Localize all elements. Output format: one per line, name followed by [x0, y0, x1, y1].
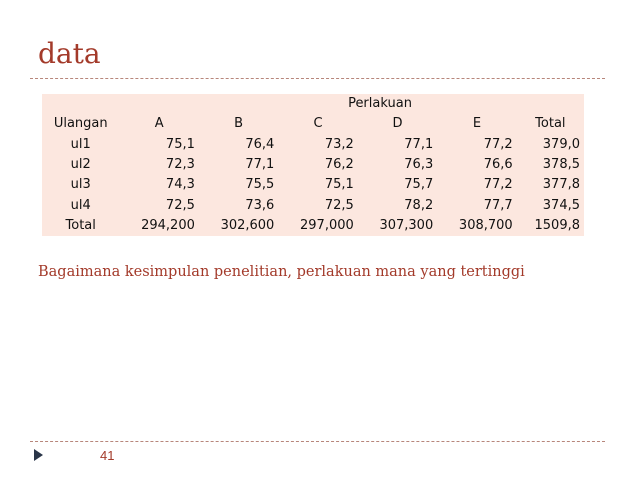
table-cell-total: 1509,8	[534, 217, 580, 233]
row-label: ul4	[70, 197, 91, 213]
bottom-divider	[30, 441, 605, 442]
table-cell: 76,3	[404, 156, 434, 172]
col-header-a: A	[154, 116, 164, 132]
row-label: ul2	[70, 156, 91, 172]
top-divider	[30, 78, 605, 79]
table-cell: 308,700	[458, 217, 513, 233]
table-row	[42, 135, 584, 155]
row-label: Total	[65, 217, 96, 233]
col-header-b: B	[234, 116, 244, 132]
triangle-bullet-icon	[34, 449, 43, 461]
table-cell-total: 379,0	[542, 136, 580, 152]
table-row	[42, 195, 584, 215]
col-header-total: Total	[535, 116, 566, 132]
table-cell: 72,3	[165, 156, 195, 172]
row-label: ul3	[70, 177, 91, 193]
table-cell: 75,1	[324, 177, 354, 193]
table-cell: 77,1	[404, 136, 434, 152]
table-group-header-row	[42, 94, 584, 114]
table-cell: 297,000	[300, 217, 354, 233]
col-header-ulangan: Ulangan	[53, 116, 108, 132]
table-cell: 76,2	[324, 156, 354, 172]
table-cell: 76,4	[245, 136, 275, 152]
table-cell: 77,2	[483, 177, 513, 193]
col-header-c: C	[313, 116, 323, 132]
table-cell: 72,5	[165, 197, 195, 213]
col-header-e: E	[472, 116, 482, 132]
table-cell: 77,2	[483, 136, 513, 152]
data-table	[42, 94, 584, 236]
page-number: 41	[100, 448, 115, 463]
table-cell: 76,6	[483, 156, 513, 172]
table-cell-total: 377,8	[542, 177, 580, 193]
col-header-d: D	[392, 116, 403, 132]
group-header-perlakuan: Perlakuan	[348, 96, 412, 112]
table-row	[42, 155, 584, 175]
table-row	[42, 175, 584, 195]
table-cell: 73,6	[245, 197, 275, 213]
table-cell: 77,7	[483, 197, 513, 213]
table-cell-total: 374,5	[542, 197, 580, 213]
question-text: Bagaimana kesimpulan penelitian, perlakuan mana yang tertinggi	[38, 264, 525, 280]
table-total-row	[42, 216, 584, 236]
table-cell: 75,7	[404, 177, 434, 193]
data-table-container	[42, 94, 584, 236]
slide-title: data	[38, 37, 101, 70]
table-cell: 307,300	[379, 217, 434, 233]
table-cell: 302,600	[220, 217, 275, 233]
table-cell: 294,200	[141, 217, 195, 233]
table-cell: 75,5	[245, 177, 275, 193]
table-cell: 78,2	[404, 197, 434, 213]
table-cell: 74,3	[165, 177, 195, 193]
row-label: ul1	[70, 136, 91, 152]
table-cell-total: 378,5	[542, 156, 580, 172]
table-cell: 75,1	[165, 136, 195, 152]
table-cell: 77,1	[245, 156, 275, 172]
table-header-row	[42, 114, 584, 134]
table-cell: 73,2	[324, 136, 354, 152]
table-cell: 72,5	[324, 197, 354, 213]
